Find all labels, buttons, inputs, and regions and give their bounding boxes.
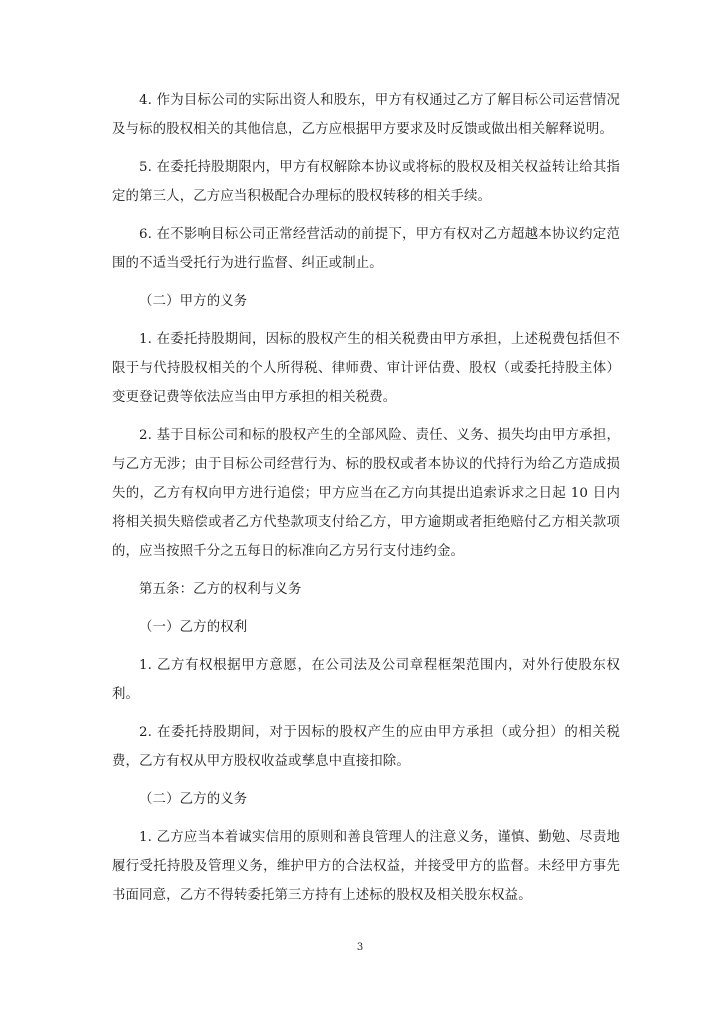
paragraph-yi-duty-1: 1. 乙方应当本着诚实信用的原则和善良管理人的注意义务，谨慎、勤勉、尽责地履行受托持股及管理义务，维护甲方的合法权益，并接受甲方的监督。未经甲方事先书面同意，乙方不得转委托第三方持有上述标的股权及相关股东权益。 [112, 830, 620, 903]
section-heading-jia-duties: （二）甲方的义务 [139, 294, 248, 309]
paragraph-yi-right-1: 1. 乙方有权根据甲方意愿，在公司法及公司章程框架范围内，对外行使股东权利。 [112, 658, 620, 702]
paragraph-jia-right-6: 6. 在不影响目标公司正常经营活动的前提下，甲方有权对乙方超越本协议约定范围的不适当受托行为进行监督、纠正或制止。 [112, 227, 620, 271]
article-heading-five: 第五条：乙方的权利与义务 [139, 582, 302, 597]
paragraph-jia-duty-2: 2. 基于目标公司和标的股权产生的全部风险、责任、义务、损失均由甲方承担，与乙方无涉；由于目标公司经营行为、标的股权或者本协议的代持行为给乙方造成损失的，乙方有权向甲方进行追偿；甲方应当在乙方向其提出追索诉求之日起 10 日内将相关损失赔偿或者乙方代垫款项支付给乙方，甲方逾期或者拒绝赔付乙方相关款项的，应当按照千分之五每日的标准向乙方另行支付违约金。 [112, 428, 620, 559]
paragraph-jia-right-5: 5. 在委托持股期限内，甲方有权解除本协议或将标的股权及相关权益转让给其指定的第三人，乙方应当积极配合办理标的股权转移的相关手续。 [112, 160, 620, 204]
section-heading-yi-rights: （一）乙方的权利 [139, 620, 248, 635]
page-number: 3 [356, 942, 364, 953]
paragraph-jia-right-4: 4. 作为目标公司的实际出资人和股东，甲方有权通过乙方了解目标公司运营情况及与标的股权相关的其他信息，乙方应根据甲方要求及时反馈或做出相关解释说明。 [112, 93, 620, 137]
section-heading-yi-duties: （二）乙方的义务 [139, 792, 248, 807]
document-body [112, 86, 620, 919]
paragraph-jia-duty-1: 1. 在委托持股期间，因标的股权产生的相关税费由甲方承担，上述税费包括但不限于与代持股权相关的个人所得税、律师费、审计评估费、股权（或委托持股主体）变更登记费等依法应当由甲方承担的相关税费。 [112, 332, 620, 405]
paragraph-yi-right-2: 2. 在委托持股期间，对于因标的股权产生的应由甲方承担（或分担）的相关税费，乙方有权从甲方股权收益或孳息中直接扣除。 [112, 725, 620, 769]
